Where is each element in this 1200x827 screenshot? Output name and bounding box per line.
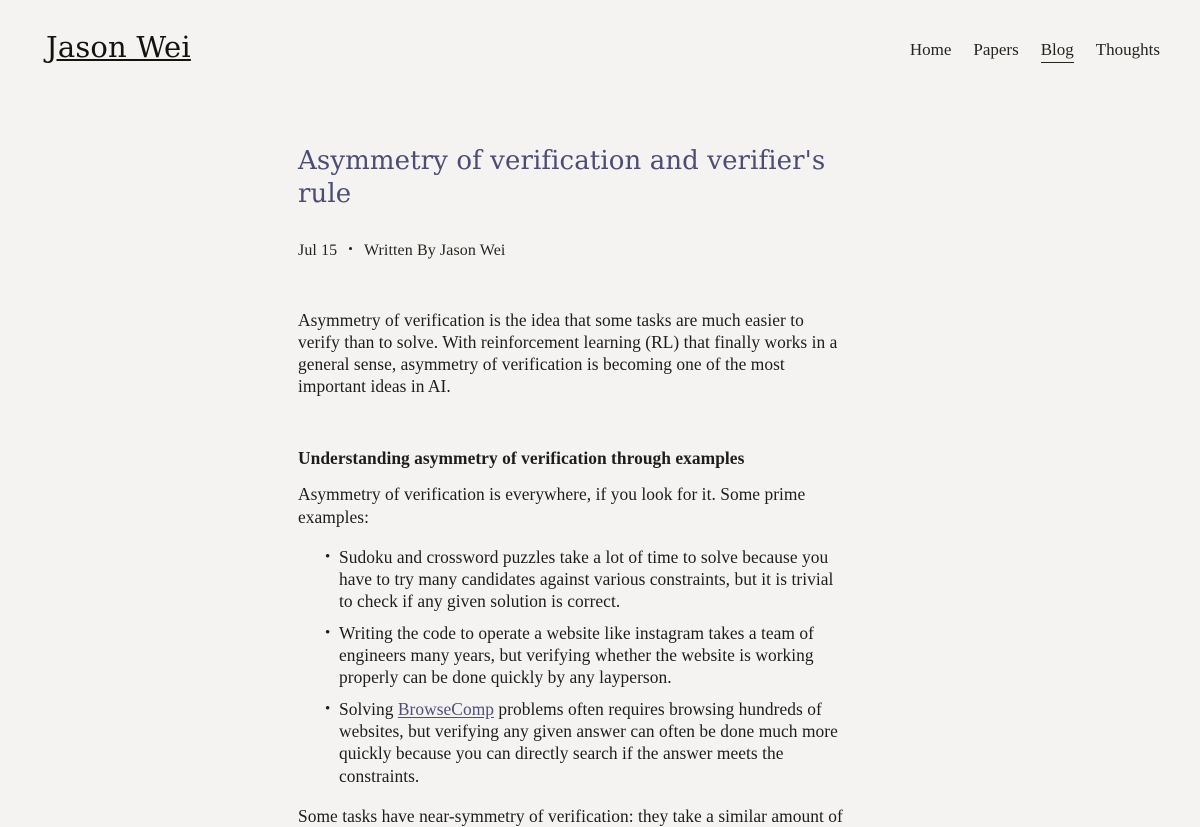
closing-paragraph: Some tasks have near-symmetry of verification: they take a similar amount of xyxy=(298,805,843,826)
spacer xyxy=(298,787,850,805)
article xyxy=(298,145,850,827)
post-body xyxy=(298,309,850,827)
post-date: Jul 15 xyxy=(298,242,338,259)
bullet-icon: • xyxy=(325,701,331,718)
spacer xyxy=(298,397,850,447)
site-header xyxy=(0,0,1200,100)
post-title: Asymmetry of verification and verifier's rule xyxy=(298,146,826,209)
primary-navigation xyxy=(910,40,1160,63)
list-item xyxy=(298,546,850,612)
list-item-text: Writing the code to operate a website like instagram takes a team of engineers many years, but verifying whether the website is working properly can be done quickly by any layperson. xyxy=(339,622,814,688)
section-intro-paragraph: Asymmetry of verification is everywhere, if you look for it. Some prime examples: xyxy=(298,484,806,527)
list-item-text-before: Solving xyxy=(339,699,398,720)
list-item xyxy=(298,622,850,688)
nav-item-papers[interactable]: Papers xyxy=(973,40,1019,59)
nav-item-blog[interactable]: Blog xyxy=(1041,40,1074,63)
list-item xyxy=(298,698,850,786)
nav-item-thoughts[interactable]: Thoughts xyxy=(1095,40,1160,59)
post-byline: Written By Jason Wei xyxy=(363,242,506,259)
intro-paragraph: Asymmetry of verification is the idea that some tasks are much easier to verify than to solve. With reinforcement learning (RL) that finally works in a general sense, asymmetry of verification is becoming one of the most important ideas in AI. xyxy=(298,310,838,397)
meta-separator-dot: • xyxy=(348,241,353,256)
spacer xyxy=(298,528,850,546)
nav-item-home[interactable]: Home xyxy=(909,40,952,59)
spacer xyxy=(298,469,850,483)
section-heading: Understanding asymmetry of verification through examples xyxy=(298,448,745,469)
post-meta xyxy=(298,242,850,260)
bullet-icon: • xyxy=(325,624,331,641)
examples-list xyxy=(298,546,850,787)
site-title[interactable]: Jason Wei xyxy=(46,30,191,64)
browsecomp-link[interactable]: BrowseComp xyxy=(397,699,495,720)
list-item-text: Sudoku and crossword puzzles take a lot of time to solve because you have to try many candidates against various constraints, but it is trivial to check if any given solution is correct. xyxy=(339,546,834,611)
list-item-text-after: problems often requires browsing hundreds of websites, but verifying any given answer can often be done much more quickly because you can directly search if the answer meets the constraints. xyxy=(339,699,838,786)
bullet-icon: • xyxy=(325,548,331,565)
